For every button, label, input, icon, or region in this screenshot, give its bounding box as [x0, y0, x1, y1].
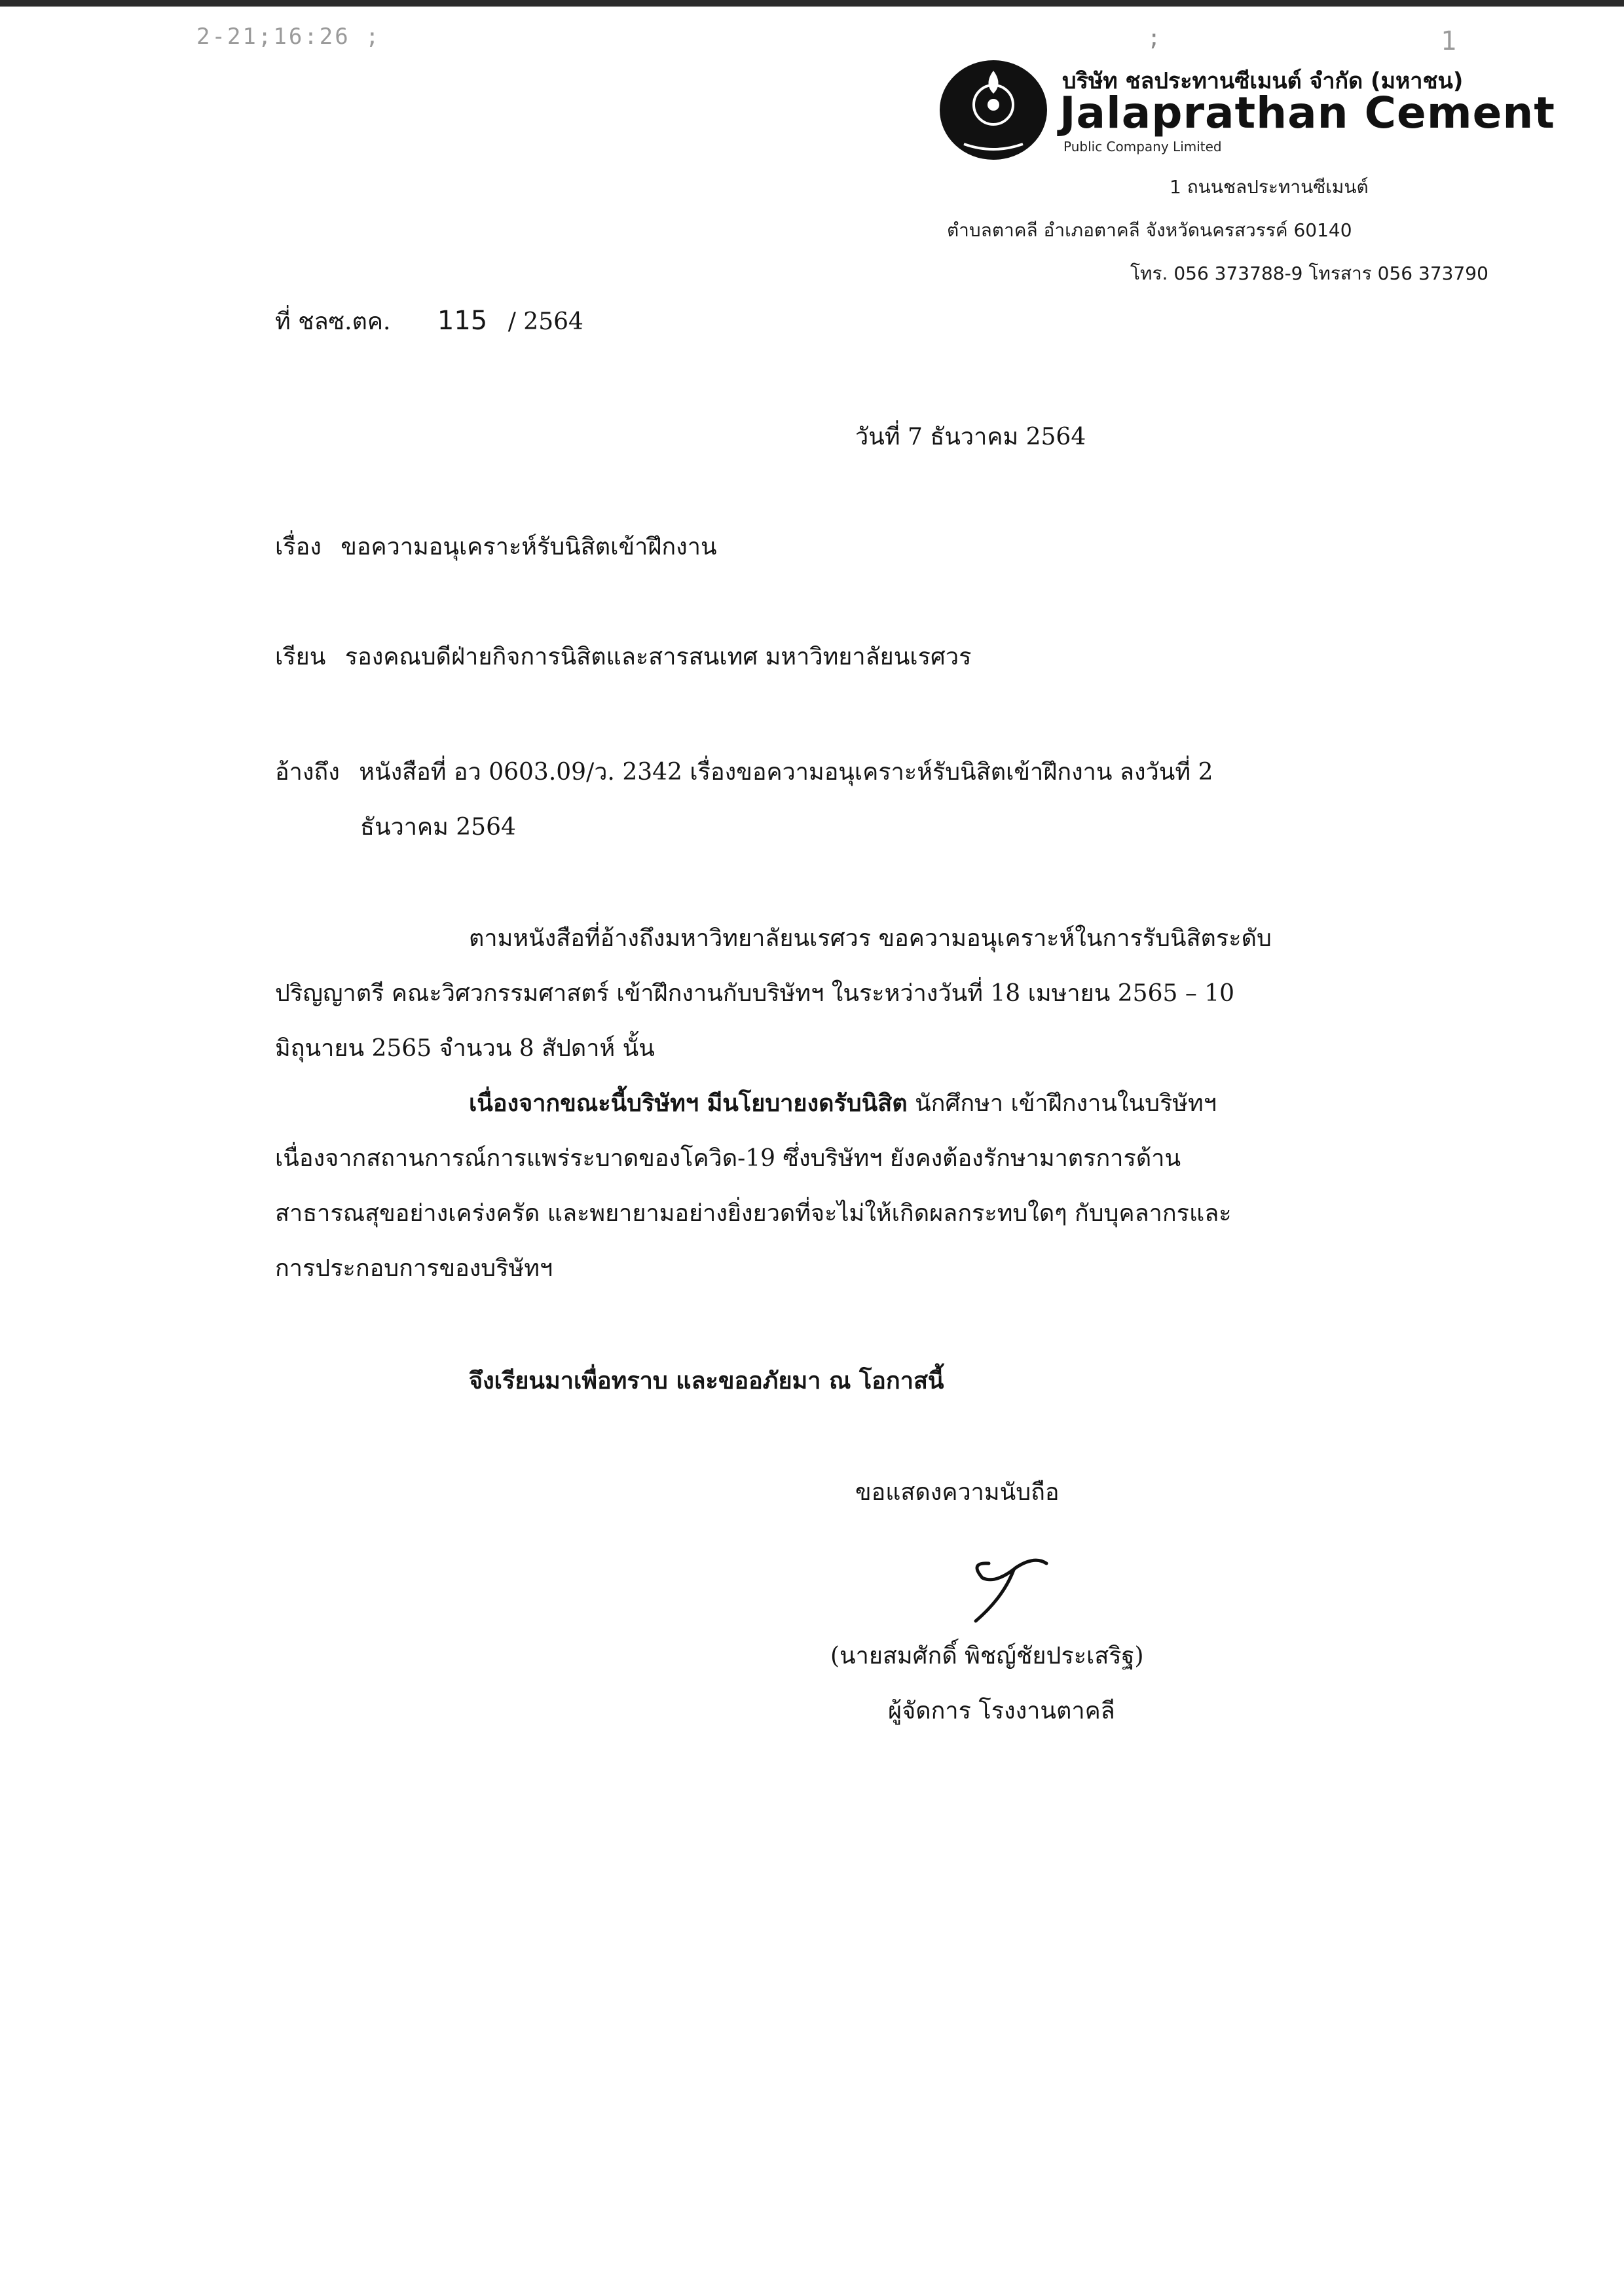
signer-name: (นายสมศักดิ์ พิชญ์ชัยประเสริฐ): [830, 1643, 1144, 1669]
paragraph-2-line-1: [469, 1084, 1217, 1121]
reference-number-handwritten: 115: [437, 306, 488, 336]
signature-icon: [943, 1539, 1061, 1630]
address-line-2: ตำบลตาคลี อำเภอตาคลี จังหวัดนครสวรรค์ 60140: [947, 219, 1352, 241]
phone-fax-line: โทร. 056 373788-9 โทรสาร 056 373790: [1130, 263, 1488, 284]
company-logo-icon: [938, 58, 1049, 162]
reference-line-1: [275, 753, 1213, 790]
company-name-english: Jalaprathan Cement: [1060, 88, 1555, 138]
paragraph-2-line-3: สาธารณสุขอย่างเคร่งครัด และพยายามอย่างยิ่งยวดที่จะไม่ให้เกิดผลกระทบใดๆ กับบุคลากรและ: [275, 1200, 1232, 1227]
company-name-thai: บริษัท ชลประทานซีเมนต์ จำกัด (มหาชน): [1062, 68, 1464, 94]
top-rule: [0, 0, 1624, 7]
subject-label: เรื่อง: [275, 534, 322, 560]
paragraph-2-part-c: นักศึกษา เข้าฝึกงานในบริษัทฯ: [907, 1090, 1217, 1117]
paragraph-2-line-4: การประกอบการของบริษัทฯ: [275, 1255, 553, 1282]
reference-number-line: [275, 302, 583, 340]
fax-mark: ;: [1147, 25, 1161, 51]
paragraph-1-line-2: ปริญญาตรี คณะวิศวกรรมศาสตร์ เข้าฝึกงานกับบริษัทฯ ในระหว่างวันที่ 18 เมษายน 2565 – 10: [275, 980, 1235, 1007]
paragraph-2-highlight: โยบายงดรับนิสิต: [738, 1089, 908, 1117]
paragraph-2-part-a: เนื่องจากขณะนี้บริษัทฯ มีน: [469, 1089, 739, 1117]
paragraph-1-line-3: มิถุนายน 2565 จำนวน 8 สัปดาห์ นั้น: [275, 1035, 655, 1062]
regards-line: ขอแสดงความนับถือ: [855, 1479, 1060, 1506]
paragraph-1-line-1: ตามหนังสือที่อ้างถึงมหาวิทยาลัยนเรศวร ขอความอนุเคราะห์ในการรับนิสิตระดับ: [469, 925, 1272, 952]
closing-line: จึงเรียนมาเพื่อทราบ และขออภัยมา ณ โอกาสนี้: [469, 1367, 944, 1394]
letter-date: วันที่ 7 ธันวาคม 2564: [855, 424, 1086, 450]
subject-text: ขอความอนุเคราะห์รับนิสิตเข้าฝึกงาน: [341, 534, 717, 560]
reference-text-2: ธันวาคม 2564: [360, 814, 516, 841]
reference-text-1: หนังสือที่ อว 0603.09/ว. 2342 เรื่องขอความอนุเคราะห์รับนิสิตเข้าฝึกงาน ลงวันที่ 2: [359, 759, 1213, 786]
recipient-label: เรียน: [275, 644, 326, 670]
address-line-1: 1 ถนนชลประทานซีเมนต์: [1170, 176, 1369, 198]
paragraph-2-line-2: เนื่องจากสถานการณ์การแพร่ระบาดของโควิด-19 ซึ่งบริษัทฯ ยังคงต้องรักษามาตรการด้าน: [275, 1145, 1181, 1172]
subject-line: [275, 528, 717, 565]
recipient-text: รองคณบดีฝ่ายกิจการนิสิตและสารสนเทศ มหาวิทยาลัยนเรศวร: [344, 644, 972, 670]
recipient-line: [275, 638, 971, 675]
signer-title: ผู้จัดการ โรงงานตาคลี: [888, 1698, 1115, 1724]
company-subtitle: Public Company Limited: [1063, 139, 1222, 155]
fax-header: 2-21;16:26 ;: [196, 24, 381, 50]
reference-label: อ้างถึง: [275, 759, 340, 786]
reference-prefix: ที่ ชลซ.ตค.: [275, 308, 391, 335]
fax-page-number: 1: [1441, 26, 1457, 56]
reference-year: / 2564: [507, 308, 583, 335]
